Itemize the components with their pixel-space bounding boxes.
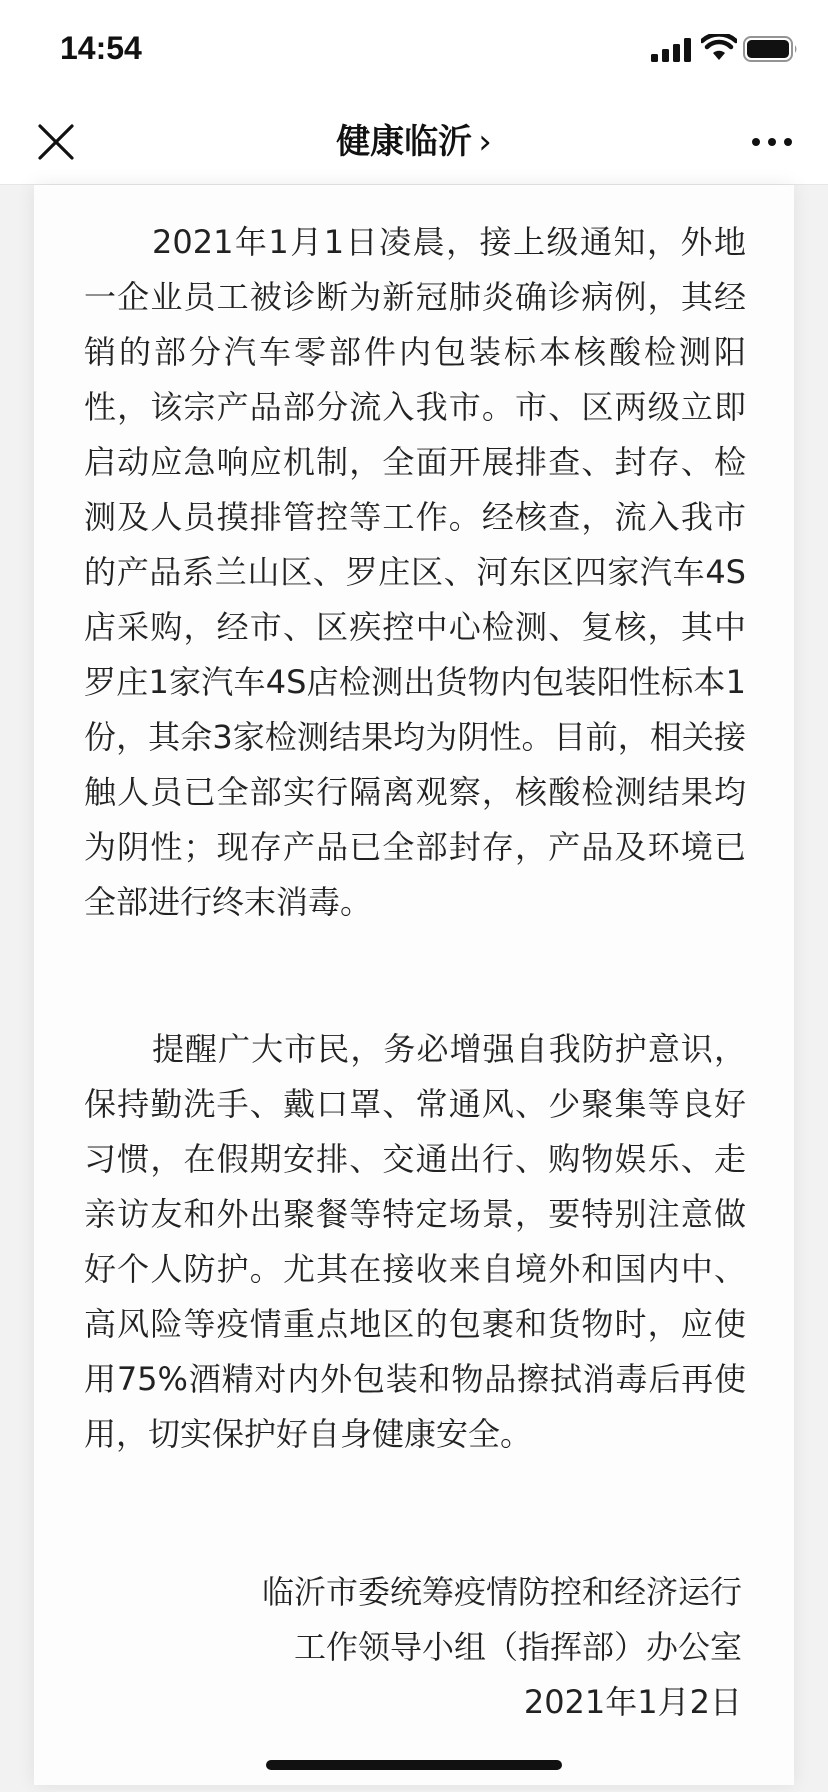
notice-paragraph-2: 提醒广大市民，务必增强自我防护意识，保持勤洗手、戴口罩、常通风、少聚集等良好习惯，在假期安排、交通出行、购物娱乐、走亲访友和外出聚餐等特定场景，要特别注意做好个人防护。尤其在接收来自境外和国内中、高风险等疫情重点地区的包裹和货物时，应使用75%酒精对内外包装和物品擦拭消毒后再使用，切实保护好自身健康安全。 xyxy=(84,1030,746,1453)
home-indicator[interactable] xyxy=(266,1760,562,1770)
nav-title-container xyxy=(0,100,828,184)
page-title: 健康临沂 xyxy=(336,122,473,162)
close-icon[interactable] xyxy=(34,120,78,164)
signature-organization: 临沂市委统筹疫情防控和经济运行 xyxy=(261,1573,742,1611)
account-title-link[interactable] xyxy=(336,122,492,162)
status-time: 14:54 xyxy=(60,30,142,66)
status-bar xyxy=(0,0,828,100)
wifi-icon xyxy=(701,34,737,62)
notice-paragraph-1: 2021年1月1日凌晨，接上级通知，外地一企业员工被诊断为新冠肺炎确诊病例，其经销的部分汽车零部件内包装标本核酸检测阳性，该宗产品部分流入我市。市、区两级立即启动应急响应机制，全面开展排查、封存、检测及人员摸排管控等工作。经核查，流入我市的产品系兰山区、罗庄区、河东区四家汽车4S店采购，经市、区疾控中心检测、复核，其中罗庄1家汽车4S店检测出货物内包装阳性标本1份，其余3家检测结果均为阴性。目前，相关接触人员已全部实行隔离观察，核酸检测结果均为阴性；现存产品已全部封存，产品及环境已全部进行终末消毒。 xyxy=(84,223,746,921)
signal-icon xyxy=(651,38,693,62)
nav-bar xyxy=(0,100,828,185)
signature-office: 工作领导小组（指挥部）办公室 xyxy=(293,1628,742,1666)
more-icon[interactable] xyxy=(748,122,796,162)
battery-icon xyxy=(743,36,799,62)
chevron-right-icon: › xyxy=(478,122,492,162)
signature-date: 2021年1月2日 xyxy=(523,1683,742,1721)
